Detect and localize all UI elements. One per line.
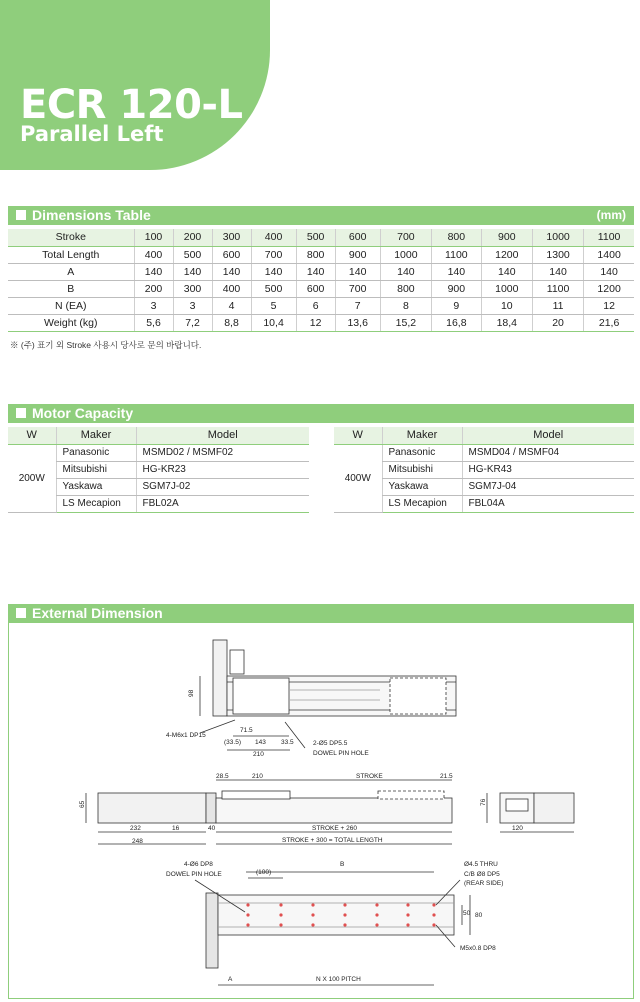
model-cell: FBL04A <box>462 495 634 512</box>
row-label: Total Length <box>8 246 134 263</box>
dim-33-5-b: 33.5 <box>281 739 294 746</box>
model-cell: HG-KR43 <box>462 461 634 478</box>
table-cell: 140 <box>481 263 532 280</box>
maker-cell: LS Mecapion <box>56 495 136 512</box>
motor-header-cell: Model <box>136 427 309 444</box>
table-cell: 900 <box>481 229 532 246</box>
table-cell: 700 <box>251 246 296 263</box>
table-cell: 900 <box>432 280 482 297</box>
table-cell: 400 <box>134 246 173 263</box>
table-cell: 3 <box>173 297 212 314</box>
dimensions-note: ※ (주) 표기 외 Stroke 사용시 당사로 문의 바랍니다. <box>10 340 202 350</box>
table-cell: 21,6 <box>584 314 634 331</box>
motor-header-cell: W <box>8 427 56 444</box>
dim-stroke: STROKE <box>356 773 383 780</box>
row-label: Stroke <box>8 229 134 246</box>
dim-248: 248 <box>132 838 143 845</box>
bottom-view-body <box>218 895 454 935</box>
dim-cb-note: C/B Ø8 DP5 <box>464 871 500 878</box>
page-title: ECR 120-L <box>20 82 243 128</box>
maker-cell: Panasonic <box>56 444 136 461</box>
table-cell: 500 <box>251 280 296 297</box>
dim-a: A <box>228 976 233 983</box>
table-cell: 140 <box>173 263 212 280</box>
dim-16: 16 <box>172 825 180 832</box>
dim-33-5-a: (33.5) <box>224 739 241 746</box>
table-cell: 100 <box>134 229 173 246</box>
table-cell: 6 <box>296 297 335 314</box>
table-cell: 500 <box>173 246 212 263</box>
dim-143: 143 <box>255 739 266 746</box>
table-cell: 8 <box>380 297 431 314</box>
unit-label: (mm) <box>596 208 626 222</box>
model-cell: MSMD02 / MSMF02 <box>136 444 309 461</box>
table-cell: 13,6 <box>335 314 380 331</box>
table-cell: 140 <box>584 263 634 280</box>
dim-m6-note: 4-M6x1 DP15 <box>166 732 206 739</box>
table-cell: 1300 <box>532 246 583 263</box>
dimensions-section-title: Dimensions Table <box>32 207 151 223</box>
dim-210-a: 210 <box>253 751 264 758</box>
external-section-title: External Dimension <box>32 605 163 621</box>
table-cell: 7,2 <box>173 314 212 331</box>
dim-80: 80 <box>475 912 483 919</box>
dim-rear-side: (REAR SIDE) <box>464 880 504 887</box>
maker-cell: Yaskawa <box>382 478 462 495</box>
table-cell: 15,2 <box>380 314 431 331</box>
table-cell: 140 <box>134 263 173 280</box>
table-cell: 600 <box>296 280 335 297</box>
dim-21-5: 21.5 <box>440 773 453 780</box>
dim-98: 98 <box>188 689 195 697</box>
model-cell: SGM7J-02 <box>136 478 309 495</box>
dim-28-5: 28.5 <box>216 773 229 780</box>
dim-210-b: 210 <box>252 773 263 780</box>
table-cell: 800 <box>380 280 431 297</box>
table-cell: 1400 <box>584 246 634 263</box>
motor-header-cell: Maker <box>56 427 136 444</box>
table-cell: 1000 <box>380 246 431 263</box>
bottom-view-motor-plate <box>206 893 218 968</box>
dim-71-5: 71.5 <box>240 727 253 734</box>
motor-header-cell: W <box>334 427 382 444</box>
model-cell: FBL02A <box>136 495 309 512</box>
motor-section-title: Motor Capacity <box>32 405 134 421</box>
table-cell: 200 <box>134 280 173 297</box>
model-cell: MSMD04 / MSMF04 <box>462 444 634 461</box>
table-cell: 10,4 <box>251 314 296 331</box>
dim-thru-note: Ø4.5 THRU <box>464 861 498 868</box>
dim-120: 120 <box>512 825 523 832</box>
table-cell: 1200 <box>481 246 532 263</box>
table-cell: 800 <box>296 246 335 263</box>
table-cell: 20 <box>532 314 583 331</box>
table-cell: 1100 <box>432 246 482 263</box>
table-cell: 1000 <box>532 229 583 246</box>
table-cell: 16,8 <box>432 314 482 331</box>
maker-cell: Yaskawa <box>56 478 136 495</box>
row-label: N (EA) <box>8 297 134 314</box>
dim-dowel-hole-2: DOWEL PIN HOLE <box>166 871 222 878</box>
table-cell: 600 <box>335 229 380 246</box>
table-cell: 1200 <box>584 280 634 297</box>
table-cell: 9 <box>432 297 482 314</box>
table-cell: 11 <box>532 297 583 314</box>
top-view-motor-plate <box>213 640 227 716</box>
table-cell: 600 <box>212 246 251 263</box>
dim-40: 40 <box>208 825 216 832</box>
table-cell: 140 <box>432 263 482 280</box>
maker-cell: Mitsubishi <box>382 461 462 478</box>
motor-header-cell: Model <box>462 427 634 444</box>
maker-cell: LS Mecapion <box>382 495 462 512</box>
table-cell: 500 <box>296 229 335 246</box>
table-cell: 12 <box>584 297 634 314</box>
table-cell: 18,4 <box>481 314 532 331</box>
model-cell: SGM7J-04 <box>462 478 634 495</box>
row-label: Weight (kg) <box>8 314 134 331</box>
dim-76: 76 <box>480 798 487 806</box>
motor-header-cell: Maker <box>382 427 462 444</box>
table-cell: 12 <box>296 314 335 331</box>
row-label: B <box>8 280 134 297</box>
table-cell: 200 <box>173 229 212 246</box>
dim-dowel-5: 2-Ø5 DP5.5 <box>313 740 348 747</box>
table-cell: 400 <box>251 229 296 246</box>
table-cell: 400 <box>212 280 251 297</box>
table-cell: 800 <box>432 229 482 246</box>
table-cell: 3 <box>134 297 173 314</box>
table-cell: 1000 <box>481 280 532 297</box>
dim-50: 50 <box>463 910 471 917</box>
side-view-body <box>216 798 452 823</box>
table-cell: 1100 <box>532 280 583 297</box>
table-cell: 8,8 <box>212 314 251 331</box>
table-cell: 5,6 <box>134 314 173 331</box>
table-cell: 140 <box>380 263 431 280</box>
dim-100: (100) <box>256 869 272 876</box>
table-cell: 5 <box>251 297 296 314</box>
table-cell: 1100 <box>584 229 634 246</box>
dim-232: 232 <box>130 825 141 832</box>
dim-total-length: STROKE + 300 = TOTAL LENGTH <box>282 837 383 844</box>
table-cell: 700 <box>335 280 380 297</box>
table-cell: 140 <box>212 263 251 280</box>
table-cell: 300 <box>173 280 212 297</box>
table-cell: 300 <box>212 229 251 246</box>
dim-b: B <box>340 861 345 868</box>
row-label: A <box>8 263 134 280</box>
maker-cell: Panasonic <box>382 444 462 461</box>
table-cell: 140 <box>532 263 583 280</box>
table-cell: 140 <box>335 263 380 280</box>
model-cell: HG-KR23 <box>136 461 309 478</box>
table-cell: 10 <box>481 297 532 314</box>
dim-65: 65 <box>79 800 86 808</box>
top-view-table <box>233 678 289 714</box>
side-view-motor <box>98 793 206 823</box>
page-subtitle: Parallel Left <box>20 122 164 146</box>
wattage-cell: 200W <box>8 444 56 512</box>
table-cell: 900 <box>335 246 380 263</box>
dim-stroke-260: STROKE + 260 <box>312 825 357 832</box>
table-cell: 4 <box>212 297 251 314</box>
maker-cell: Mitsubishi <box>56 461 136 478</box>
dim-dp8-note: 4-Ø6 DP8 <box>184 861 213 868</box>
table-cell: 700 <box>380 229 431 246</box>
table-cell: 140 <box>296 263 335 280</box>
table-cell: 140 <box>251 263 296 280</box>
table-cell: 7 <box>335 297 380 314</box>
dim-m5-note: M5x0.8 DP8 <box>460 945 496 952</box>
dim-dowel-hole-1: DOWEL PIN HOLE <box>313 750 369 757</box>
dim-pitch: N X 100 PITCH <box>316 976 361 983</box>
wattage-cell: 400W <box>334 444 382 512</box>
